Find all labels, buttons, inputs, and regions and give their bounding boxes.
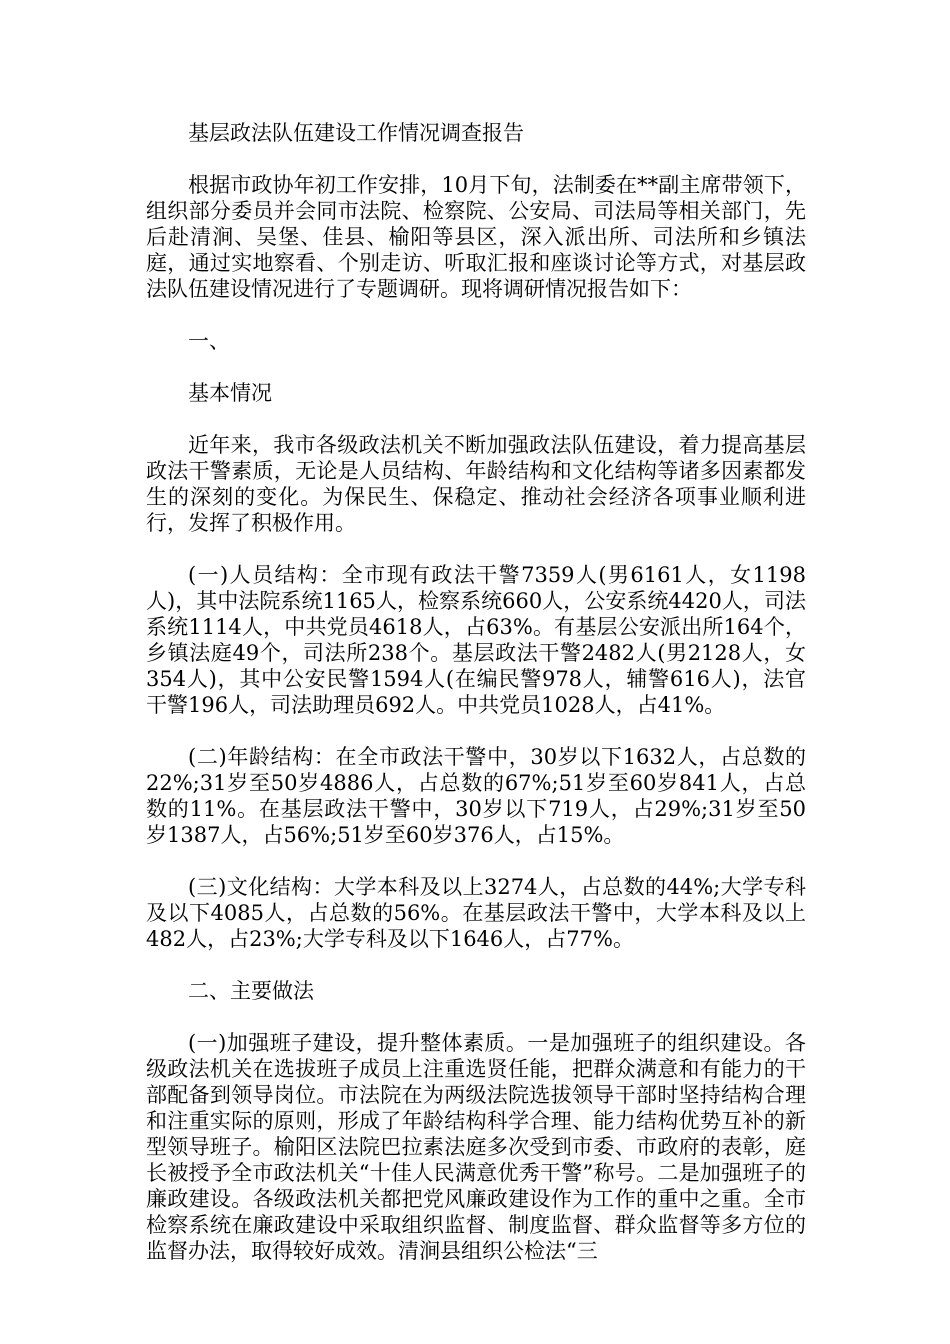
section-heading-main-practices: 二、主要做法 <box>188 979 314 1003</box>
document-page <box>146 120 806 1290</box>
paragraph-education-structure: (三)文化结构：大学本科及以上3274人，占总数的44%;大学专科及以下4085人，占总数的56%。在基层政法干警中，大学本科及以上482人，占23%;大学专科及以下1646人，占77%。 <box>146 875 806 951</box>
document-title: 基层政法队伍建设工作情况调查报告 <box>188 121 524 145</box>
paragraph-leadership-building: (一)加强班子建设，提升整体素质。一是加强班子的组织建设。各级政法机关在选拔班子成员上注重选贤任能，把群众满意和有能力的干部配备到领导岗位。市法院在为两级法院选拔领导干部时坚持结构合理和注重实际的原则，形成了年龄结构科学合理、能力结构优势互补的新型领导班子。榆阳区法院巴拉素法庭多次受到市委、市政府的表彰，庭长被授予全市政法机关“十佳人民满意优秀干警”称号。二是加强班子的廉政建设。各级政法机关都把党风廉政建设作为工作的重中之重。全市检察系统在廉政建设中采取组织监督、制度监督、群众监督等多方位的监督办法，取得较好成效。清涧县组织公检法“三 <box>146 1031 806 1263</box>
paragraph-personnel-structure: (一)人员结构：全市现有政法干警7359人(男6161人，女1198人)，其中法院系统1165人，检察系统660人，公安系统4420人，司法系统1114人，中共党员4618人，占63%。有基层公安派出所164个，乡镇法庭49个，司法所238个。基层政法干警2482人(男2128人，女354人)，其中公安民警1594人(在编民警978人，辅警616人)，法官干警196人，司法助理员692人。中共党员1028人，占41%。 <box>146 563 806 717</box>
paragraph-intro: 根据市政协年初工作安排，10月下旬，法制委在**副主席带领下，组织部分委员并会同市法院、检察院、公安局、司法局等相关部门，先后赴清涧、吴堡、佳县、榆阳等县区，深入派出所、司法所和乡镇法庭，通过实地察看、个别走访、听取汇报和座谈讨论等方式，对基层政法队伍建设情况进行了专题调研。现将调研情况报告如下： <box>146 173 806 301</box>
paragraph-overview: 近年来，我市各级政法机关不断加强政法队伍建设，着力提高基层政法干警素质，无论是人员结构、年龄结构和文化结构等诸多因素都发生的深刻的变化。为保民生、保稳定、推动社会经济各项事业顺利进行，发挥了积极作用。 <box>146 433 806 535</box>
section-number-one: 一、 <box>188 329 230 353</box>
section-heading-basic: 基本情况 <box>188 381 272 405</box>
paragraph-age-structure: (二)年龄结构：在全市政法干警中，30岁以下1632人，占总数的22%;31岁至50岁4886人，占总数的67%;51岁至60岁841人，占总数的11%。在基层政法干警中，30岁以下719人，占29%;31岁至50岁1387人，占56%;51岁至60岁376人，占15%。 <box>146 745 806 847</box>
